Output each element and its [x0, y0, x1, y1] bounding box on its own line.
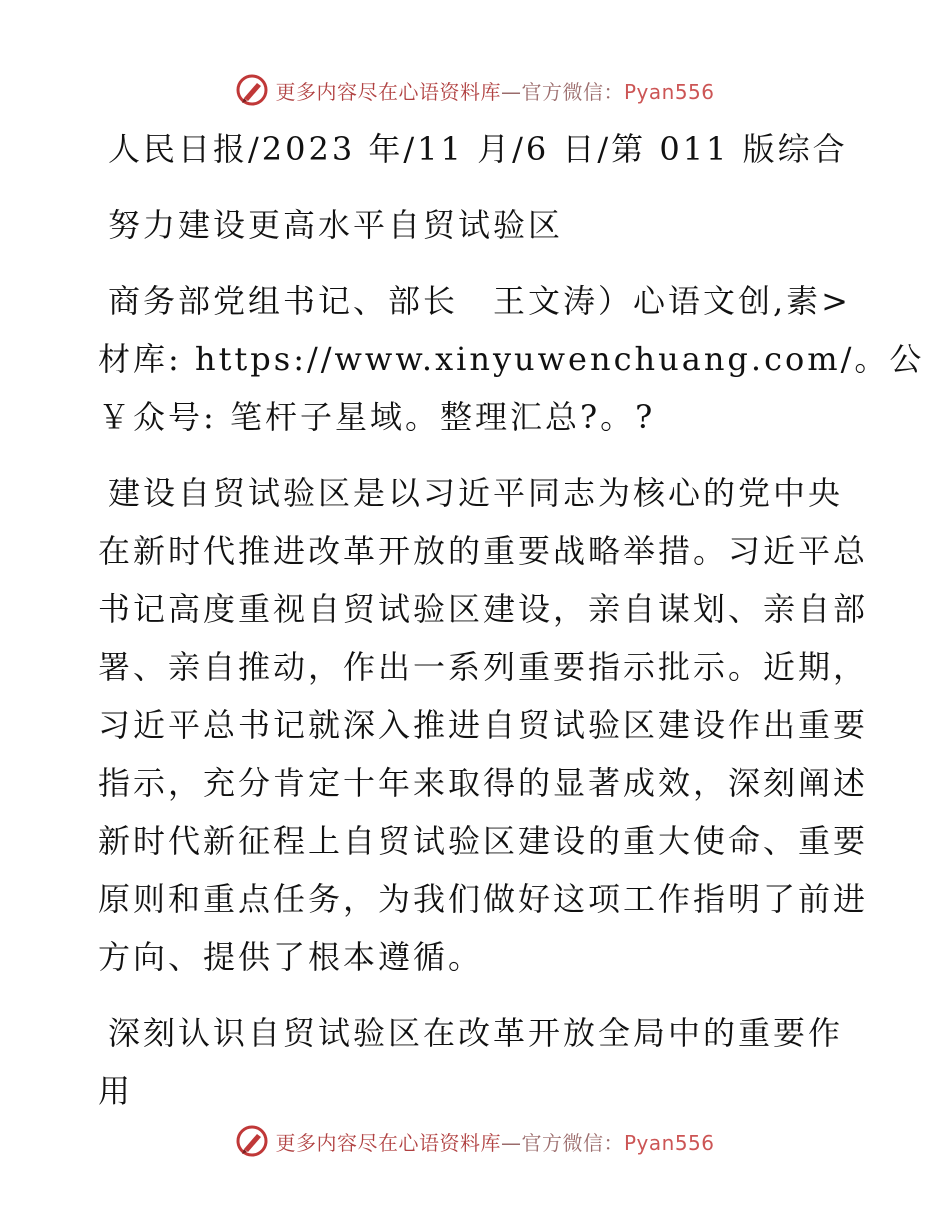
document-body [98, 120, 925, 1120]
paragraph-line: 书记高度重视自贸试验区建设，亲自谋划、亲自部 [98, 590, 869, 628]
section-heading [98, 1004, 858, 1120]
watermark-footer [0, 1121, 950, 1161]
watermark-text: 更多内容尽在心语资料库—官方微信：Pyan556 [275, 1130, 715, 1155]
paragraph-line: 署、亲自推动，作出一系列重要指示批示。近期， [98, 648, 869, 686]
section-heading-line: 深刻认识自贸试验区在改革开放全局中的重要作 [108, 1014, 844, 1052]
source-line: 人民日报/2023 年/11 月/6 日/第 011 版综合 [108, 130, 848, 168]
paragraph-line: 新时代新征程上自贸试验区建设的重大使命、重要 [98, 822, 869, 860]
pen-logo-icon [235, 1124, 269, 1158]
paragraph-line: 方向、提供了根本遵循。 [98, 938, 484, 976]
pen-logo-icon [235, 73, 269, 107]
paragraph-line: 习近平总书记就深入推进自贸试验区建设作出重要 [98, 706, 869, 744]
paragraph-line: 建设自贸试验区是以习近平同志为核心的党中央 [108, 474, 844, 512]
article-title: 努力建设更高水平自贸试验区 [108, 206, 564, 244]
author-line: 材库: https://www.xinyuwenchuang.com/。公 [98, 340, 925, 378]
section-heading-line: 用 [98, 1072, 134, 1110]
author-line: ￥众号: 笔杆子星域。整理汇总?。? [98, 398, 656, 436]
watermark-header [0, 70, 950, 110]
paragraph-line: 指示，充分肯定十年来取得的显著成效，深刻阐述 [98, 764, 869, 802]
paragraph-line: 原则和重点任务，为我们做好这项工作指明了前进 [98, 880, 869, 918]
paragraph [98, 464, 869, 986]
author-block [98, 272, 925, 446]
author-line: 商务部党组书记、部长 王文涛）心语文创,素> [108, 282, 851, 320]
paragraph-line: 在新时代推进改革开放的重要战略举措。习近平总 [98, 532, 869, 570]
watermark-text: 更多内容尽在心语资料库—官方微信：Pyan556 [275, 79, 715, 104]
